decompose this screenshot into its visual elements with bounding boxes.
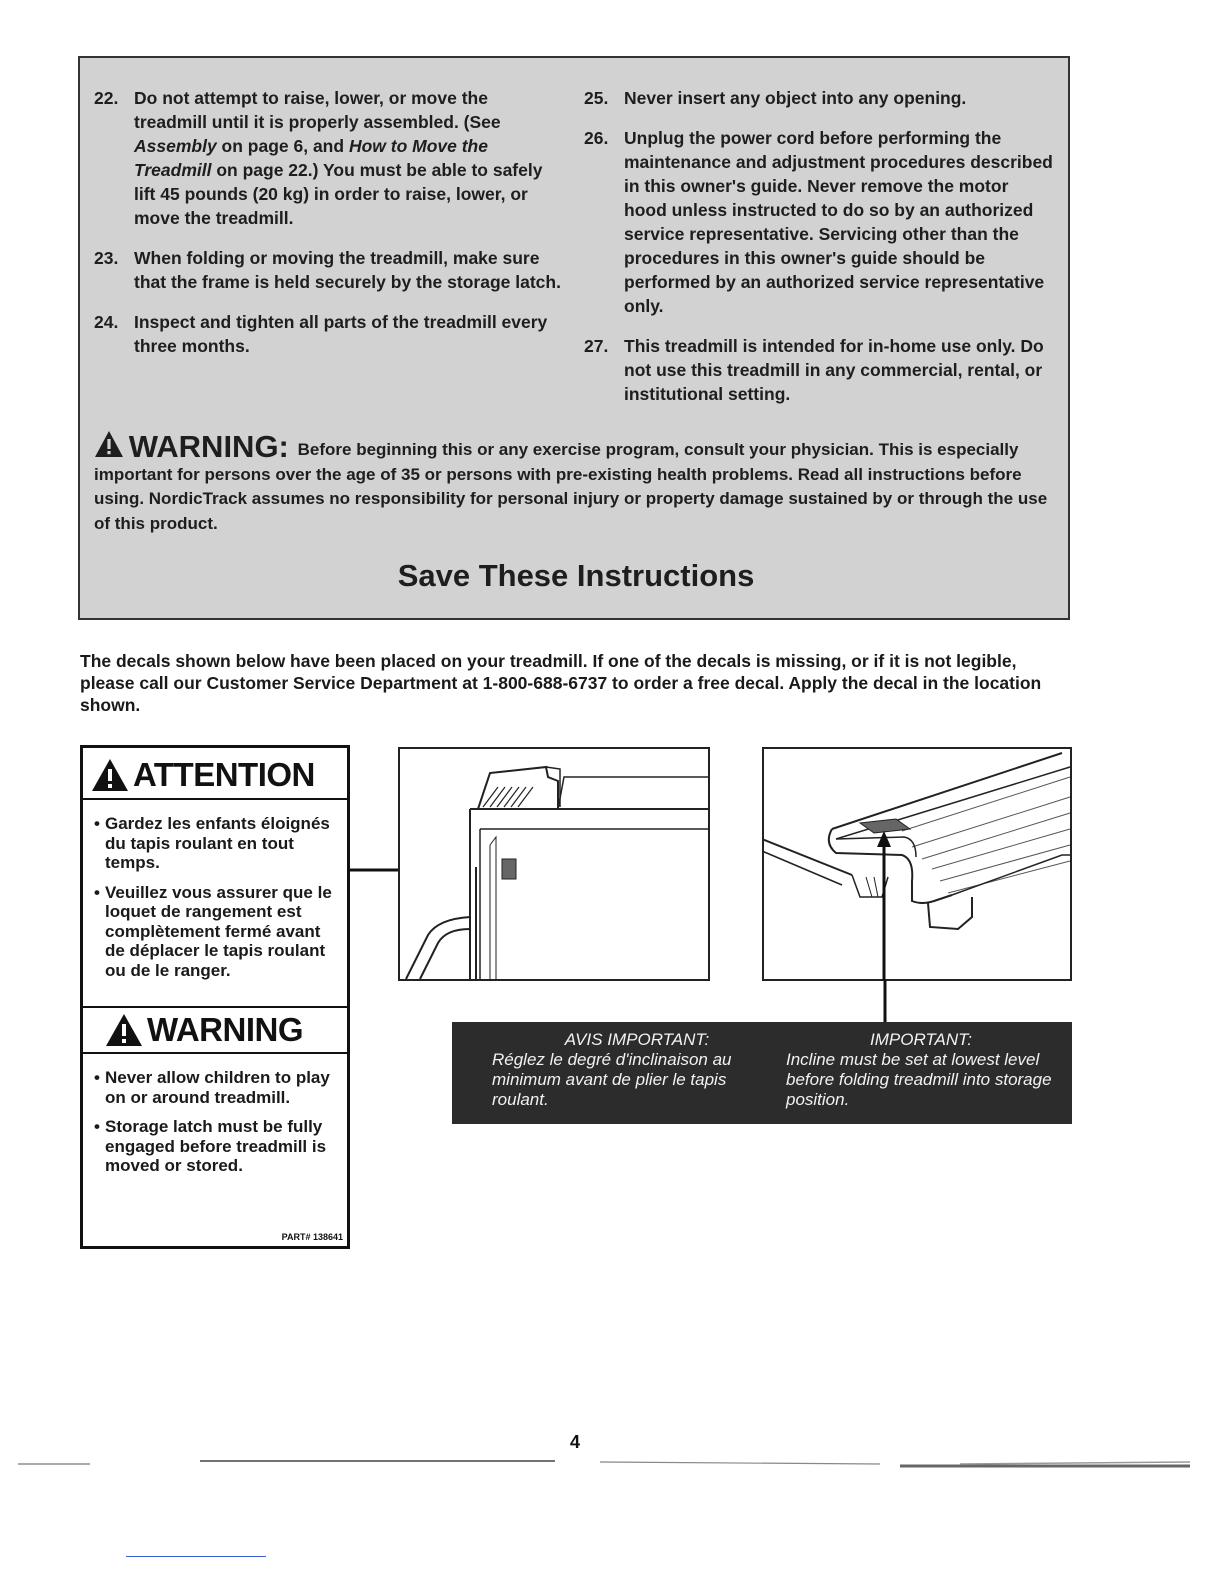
notice-english-text: Incline must be set at lowest level before folding treadmill into storage position.: [786, 1050, 1052, 1109]
decal-intro-paragraph: The decals shown below have been placed on your treadmill. If one of the decals is missing, or if it is not legible, please call our Customer Service Department at 1-800-688-6737 to order a free decal. Apply the decal in the location shown.: [80, 651, 1042, 715]
general-warning: [94, 430, 1058, 536]
warning-decal: [80, 745, 350, 1249]
attention-header: [83, 752, 347, 800]
treadmill-upright-illustration: [398, 747, 710, 981]
notice-french: [492, 1030, 782, 1110]
item-text: Unplug the power cord before performing the maintenance and adjustment procedures described in this owner's guide. Never remove the motor hood unless instructed to do so by an authorized service representative. Servicing other than the procedures in this owner's guide should be performed by an authorized service representative only.: [624, 128, 1053, 316]
warning-title: WARNING: [147, 1011, 303, 1048]
item-text: This treadmill is intended for in-home use only. Do not use this treadmill in any commercial, rental, or institutional setting.: [624, 336, 1044, 404]
warning-heading: WARNING:: [128, 429, 289, 464]
list-item: • Storage latch must be fully engaged before treadmill is moved or stored.: [94, 1117, 327, 1175]
attention-list: [89, 814, 341, 990]
footer-rule: [0, 1440, 1224, 1500]
notice-french-title: AVIS IMPORTANT:: [564, 1030, 710, 1049]
safety-item-22: 22. Do not attempt to raise, lower, or move the treadmill until it is properly assembled. (See Assembly on page 6, and How to Move the Treadmill on page 22.) You must be able to safely lift 45 pounds (20 kg) in order to raise, lower, or move the treadmill.: [94, 88, 543, 228]
safety-instructions-box: [78, 56, 1070, 620]
warning-triangle-icon: [105, 1013, 143, 1047]
item-number: 24.: [94, 312, 119, 332]
item-number: 22.: [94, 88, 119, 108]
how-to-move-reference: How to Move the Treadmill: [134, 136, 488, 180]
safety-column-left: [94, 86, 564, 374]
item-number: 25.: [584, 88, 609, 108]
assembly-reference: Assembly: [134, 136, 217, 156]
notice-english: [786, 1030, 1056, 1110]
item-number: 27.: [584, 336, 609, 356]
attention-title: ATTENTION: [133, 756, 315, 793]
decorative-line: [126, 1556, 266, 1557]
item-text: Never insert any object into any opening.: [624, 88, 967, 108]
item-text: Inspect and tighten all parts of the treadmill every three months.: [134, 312, 548, 356]
warning-triangle-icon: [91, 758, 129, 792]
warning-header: [83, 1006, 347, 1054]
item-text: When folding or moving the treadmill, make sure that the frame is held securely by the storage latch.: [134, 248, 561, 292]
safety-item-25: [584, 86, 1054, 110]
safety-item-27: [584, 334, 1054, 406]
list-item: • Never allow children to play on or around treadmill.: [94, 1068, 330, 1107]
safety-item-24: [94, 310, 564, 358]
arrow-line: [880, 980, 892, 1024]
safety-item-23: [94, 246, 564, 294]
warning-list: [89, 1068, 341, 1186]
warning-text: Before beginning this or any exercise program, consult your physician. This is especially important for persons over the age of 35 or persons with pre-existing health problems. Read all instructions before using. NordicTrack assumes no responsibility for personal injury or property damage sustained by or through the use of this product.: [94, 440, 1048, 533]
warning-triangle-icon: [94, 430, 124, 458]
treadmill-folded-illustration: [762, 747, 1072, 981]
item-number: 26.: [584, 128, 609, 148]
list-item: • Veuillez vous assurer que le loquet de rangement est complètement fermé avant de déplacer le tapis roulant ou de le ranger.: [94, 882, 332, 980]
item-number: 23.: [94, 248, 119, 268]
save-instructions-title: Save These Instructions: [397, 558, 755, 593]
incline-important-notice: [452, 1022, 1072, 1124]
list-item: • Gardez les enfants éloignés du tapis roulant en tout temps.: [94, 814, 330, 872]
safety-column-right: [584, 86, 1054, 422]
part-number: PART# 138641: [281, 1232, 343, 1242]
notice-english-title: IMPORTANT:: [870, 1030, 972, 1049]
notice-french-text: Réglez le degré d'inclinaison au minimum avant de plier le tapis roulant.: [492, 1050, 732, 1109]
safety-item-26: [584, 126, 1054, 318]
page-number: 4: [569, 1432, 580, 1452]
